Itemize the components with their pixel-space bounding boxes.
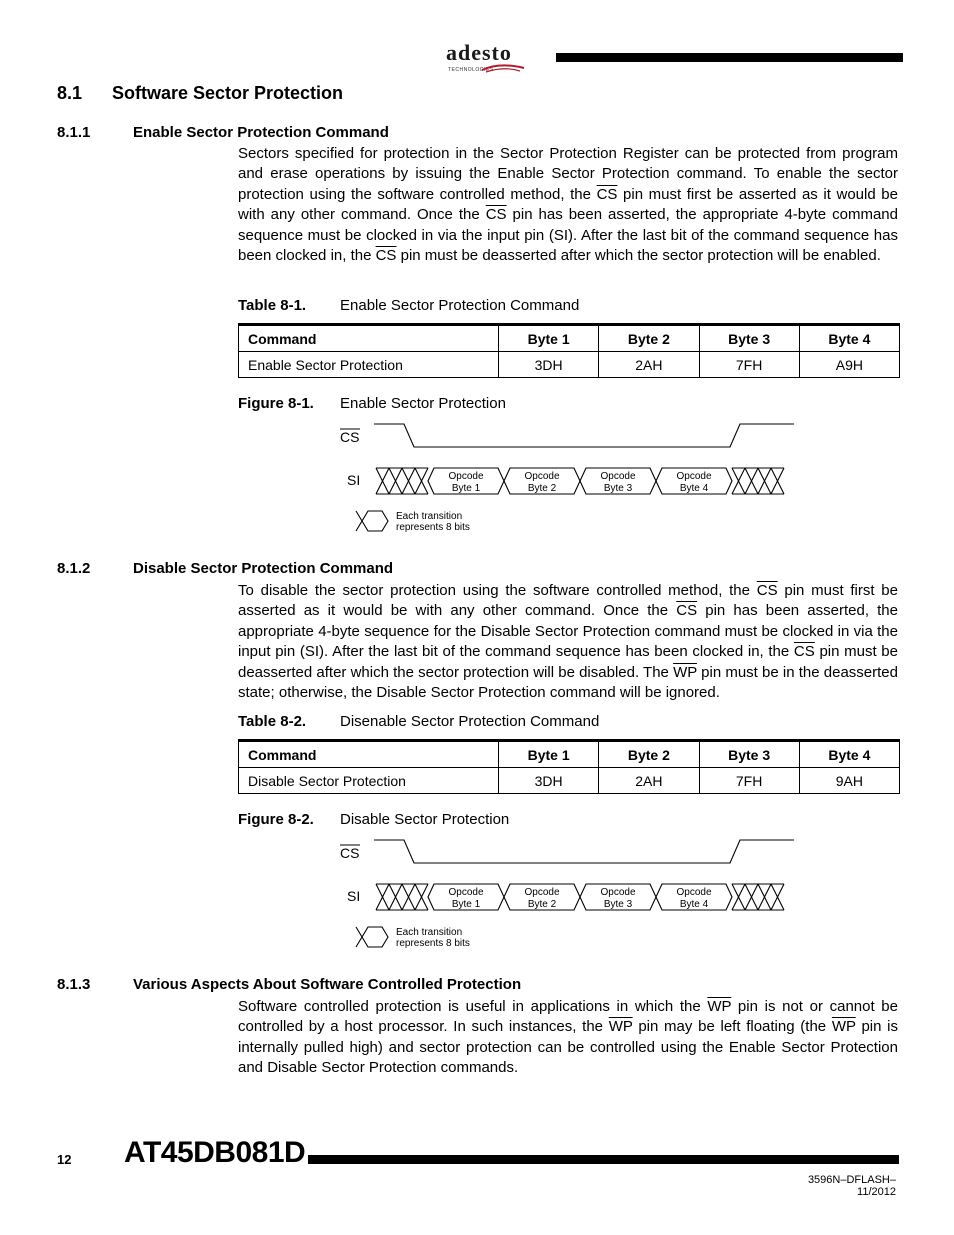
figure-caption-2 [238, 811, 509, 828]
disable-command-table [238, 739, 900, 794]
table-header-cell: Byte 1 [499, 325, 599, 352]
table-header-cell: Command [239, 325, 499, 352]
pin-name: $\overline{CS}$ [676, 602, 698, 620]
opcode-label: Opcode [448, 471, 484, 482]
subsection-number: 8.1.2 [57, 560, 91, 577]
figure-title: Enable Sector Protection [340, 395, 506, 412]
paragraph-text: pin has been asserted, the appropriate 4-byte sequence for the Disable Sector Protection command must be clocked in via the input pin (SI). After the last bit of the command sequence has been clocked in, the [238, 602, 898, 661]
header-bar [556, 53, 903, 62]
table-header-cell: Byte 3 [699, 325, 799, 352]
subsection-title: Disable Sector Protection Command [133, 560, 394, 577]
timing-svg [330, 834, 810, 952]
table-label: Table 8-1. [238, 297, 307, 314]
opcode-label: Opcode [676, 471, 712, 482]
logo [446, 40, 512, 66]
part-number: AT45DB081D [124, 1136, 306, 1169]
don-t-care-rail [376, 468, 428, 494]
paragraph-enable [238, 144, 898, 266]
document-reference: 3596N–DFLASH–11/2012 [807, 1174, 896, 1198]
opcode-byte-label: Byte 1 [451, 483, 481, 494]
page-number: 12 [57, 1152, 72, 1167]
legend-text: represents 8 bits [396, 522, 470, 533]
section-heading [57, 83, 343, 104]
table-cell: 3DH [499, 768, 599, 794]
legend-text: represents 8 bits [396, 938, 470, 949]
paragraph-text: pin must be deasserted after which the sector protection will be disabled. The [238, 643, 898, 681]
enable-command-table [238, 323, 900, 378]
don-t-care-hatch [745, 468, 758, 494]
pin-name: $\overline{CS}$ [756, 582, 778, 599]
opcode-byte-label: Byte 3 [603, 483, 633, 494]
don-t-care-hatch [402, 884, 415, 910]
legend-text: Each transition [396, 511, 463, 522]
paragraph-text: pin must first be asserted as it would be with any other command. Once the [238, 185, 898, 224]
table-header-cell: Byte 1 [499, 741, 599, 768]
pin-name: $\overline{CS}$ [485, 206, 507, 224]
table-cell: Enable Sector Protection [239, 352, 499, 378]
section-number: 8.1 [57, 83, 83, 103]
paragraph-text: pin must be deasserted after which the sector protection will be enabled. [396, 247, 881, 265]
paragraph-disable [238, 581, 898, 703]
table-caption-1 [238, 297, 579, 314]
opcode-label: Opcode [524, 887, 560, 898]
paragraph-text: pin is internally pulled high) and sector protection can be controlled using the Enable Sector Protection and Disable Sector Protection commands. [238, 1018, 899, 1077]
pin-name: $\overline{WP}$ [608, 1018, 633, 1036]
don-t-care-hatch [758, 884, 771, 910]
table-cell: Disable Sector Protection [239, 768, 499, 794]
figure-title: Disable Sector Protection [340, 811, 510, 828]
opcode-label: Opcode [600, 887, 636, 898]
table-cell: 7FH [699, 352, 799, 378]
paragraph-software-protection [238, 997, 898, 1079]
don-t-care-hatch [745, 884, 758, 910]
don-t-care-hatch [376, 468, 389, 494]
logo-swoosh-icon [480, 64, 526, 74]
don-t-care-hatch [771, 468, 784, 494]
table-row [239, 352, 900, 378]
opcode-byte-label: Byte 4 [679, 899, 709, 910]
table-cell: A9H [799, 352, 899, 378]
pin-name: $\overline{CS}$ [793, 643, 815, 661]
don-t-care-hatch [389, 468, 402, 494]
pin-name: $\overline{WP}$ [673, 663, 697, 681]
opcode-byte-label: Byte 2 [527, 483, 557, 494]
legend-text: Each transition [396, 927, 463, 938]
table-title: Enable Sector Protection Command [340, 297, 580, 314]
si-label: SI [347, 888, 361, 904]
paragraph-text: Software controlled protection is useful in applications in which the [238, 998, 708, 1015]
pin-name: $\overline{WP}$ [707, 998, 732, 1015]
don-t-care-hatch [415, 468, 428, 494]
si-waveform [376, 884, 784, 910]
timing-diagram-enable [330, 418, 810, 536]
table-header-cell: Byte 2 [599, 325, 699, 352]
timing-svg [330, 418, 810, 536]
paragraph-text: Sectors specified for protection in the Sector Protection Register can be protected from program and erase operations by issuing the Enable Sector Protection command. To enable the sector protection using the software controlled method, the [238, 145, 898, 203]
paragraph-text: pin is not or cannot be controlled by a host processor. In such instances, the [238, 998, 898, 1036]
table-label: Table 8-2. [238, 713, 307, 730]
cs-label: CS [340, 429, 360, 445]
subsection-title: Enable Sector Protection Command [133, 124, 389, 141]
subsection-number: 8.1.1 [57, 124, 91, 141]
subsection-heading-2 [57, 560, 393, 577]
opcode-label: Opcode [524, 471, 560, 482]
don-t-care-hatch [732, 468, 745, 494]
paragraph-text: pin must first be asserted as it would be with any other command. Once the [238, 582, 898, 620]
paragraph-text: pin has been asserted, the appropriate 4-byte command sequence must be clocked in via the input pin (SI). After the last bit of the command sequence has been clocked in, the [238, 206, 898, 265]
opcode-byte-label: Byte 1 [451, 899, 481, 910]
table-header-cell: Byte 4 [799, 325, 899, 352]
table-header-cell: Byte 2 [599, 741, 699, 768]
subsection-number: 8.1.3 [57, 976, 91, 993]
table-cell: 2AH [599, 352, 699, 378]
don-t-care-hatch [415, 884, 428, 910]
figure-label: Figure 8-2. [238, 811, 314, 828]
transition-legend-icon [356, 511, 388, 531]
figure-label: Figure 8-1. [238, 395, 314, 412]
logo-subtitle: TECHNOLOGIES [448, 67, 494, 73]
subsection-heading-3 [57, 976, 521, 993]
table-cell: 9AH [799, 768, 899, 794]
don-t-care-hatch [376, 884, 389, 910]
table-header-row [239, 325, 900, 352]
opcode-label: Opcode [600, 471, 636, 482]
table-cell: 3DH [499, 352, 599, 378]
section-title: Software Sector Protection [112, 83, 344, 103]
table-row [239, 768, 900, 794]
don-t-care-rail [376, 884, 428, 910]
si-label: SI [347, 472, 361, 488]
subsection-title: Various Aspects About Software Controlled Protection [133, 976, 522, 993]
transition-legend-icon [356, 927, 388, 947]
opcode-byte-label: Byte 4 [679, 483, 709, 494]
table-title: Disenable Sector Protection Command [340, 713, 600, 730]
don-t-care-hatch [389, 884, 402, 910]
don-t-care-rail [732, 884, 784, 910]
table-header-cell: Byte 3 [699, 741, 799, 768]
paragraph-text: To disable the sector protection using the software controlled method, the [238, 582, 757, 599]
don-t-care-hatch [771, 884, 784, 910]
table-header-cell: Byte 4 [799, 741, 899, 768]
paragraph-text: pin must be in the deasserted state; otherwise, the Disable Sector Protection command will be ignored. [238, 663, 898, 702]
table-header-row [239, 741, 900, 768]
si-waveform [376, 468, 784, 494]
logo-wordmark: adesto [446, 40, 512, 65]
table-caption-2 [238, 713, 599, 730]
pin-name: $\overline{WP}$ [831, 1018, 856, 1036]
opcode-byte-label: Byte 2 [527, 899, 557, 910]
don-t-care-rail [732, 468, 784, 494]
subsection-heading-1 [57, 124, 389, 141]
opcode-byte-label: Byte 3 [603, 899, 633, 910]
table-header-cell: Command [239, 741, 499, 768]
paragraph-text: pin may be left floating (the [632, 1018, 832, 1036]
pin-name: $\overline{CS}$ [596, 185, 618, 203]
footer-bar [308, 1155, 899, 1164]
don-t-care-hatch [732, 884, 745, 910]
timing-diagram-disable [330, 834, 810, 952]
cs-waveform [374, 840, 794, 863]
table-cell: 2AH [599, 768, 699, 794]
don-t-care-hatch [758, 468, 771, 494]
cs-label: CS [340, 845, 360, 861]
pin-name: $\overline{CS}$ [375, 247, 397, 265]
don-t-care-hatch [402, 468, 415, 494]
cs-waveform [374, 424, 794, 447]
opcode-label: Opcode [448, 887, 484, 898]
opcode-label: Opcode [676, 887, 712, 898]
table-cell: 7FH [699, 768, 799, 794]
figure-caption-1 [238, 395, 506, 412]
